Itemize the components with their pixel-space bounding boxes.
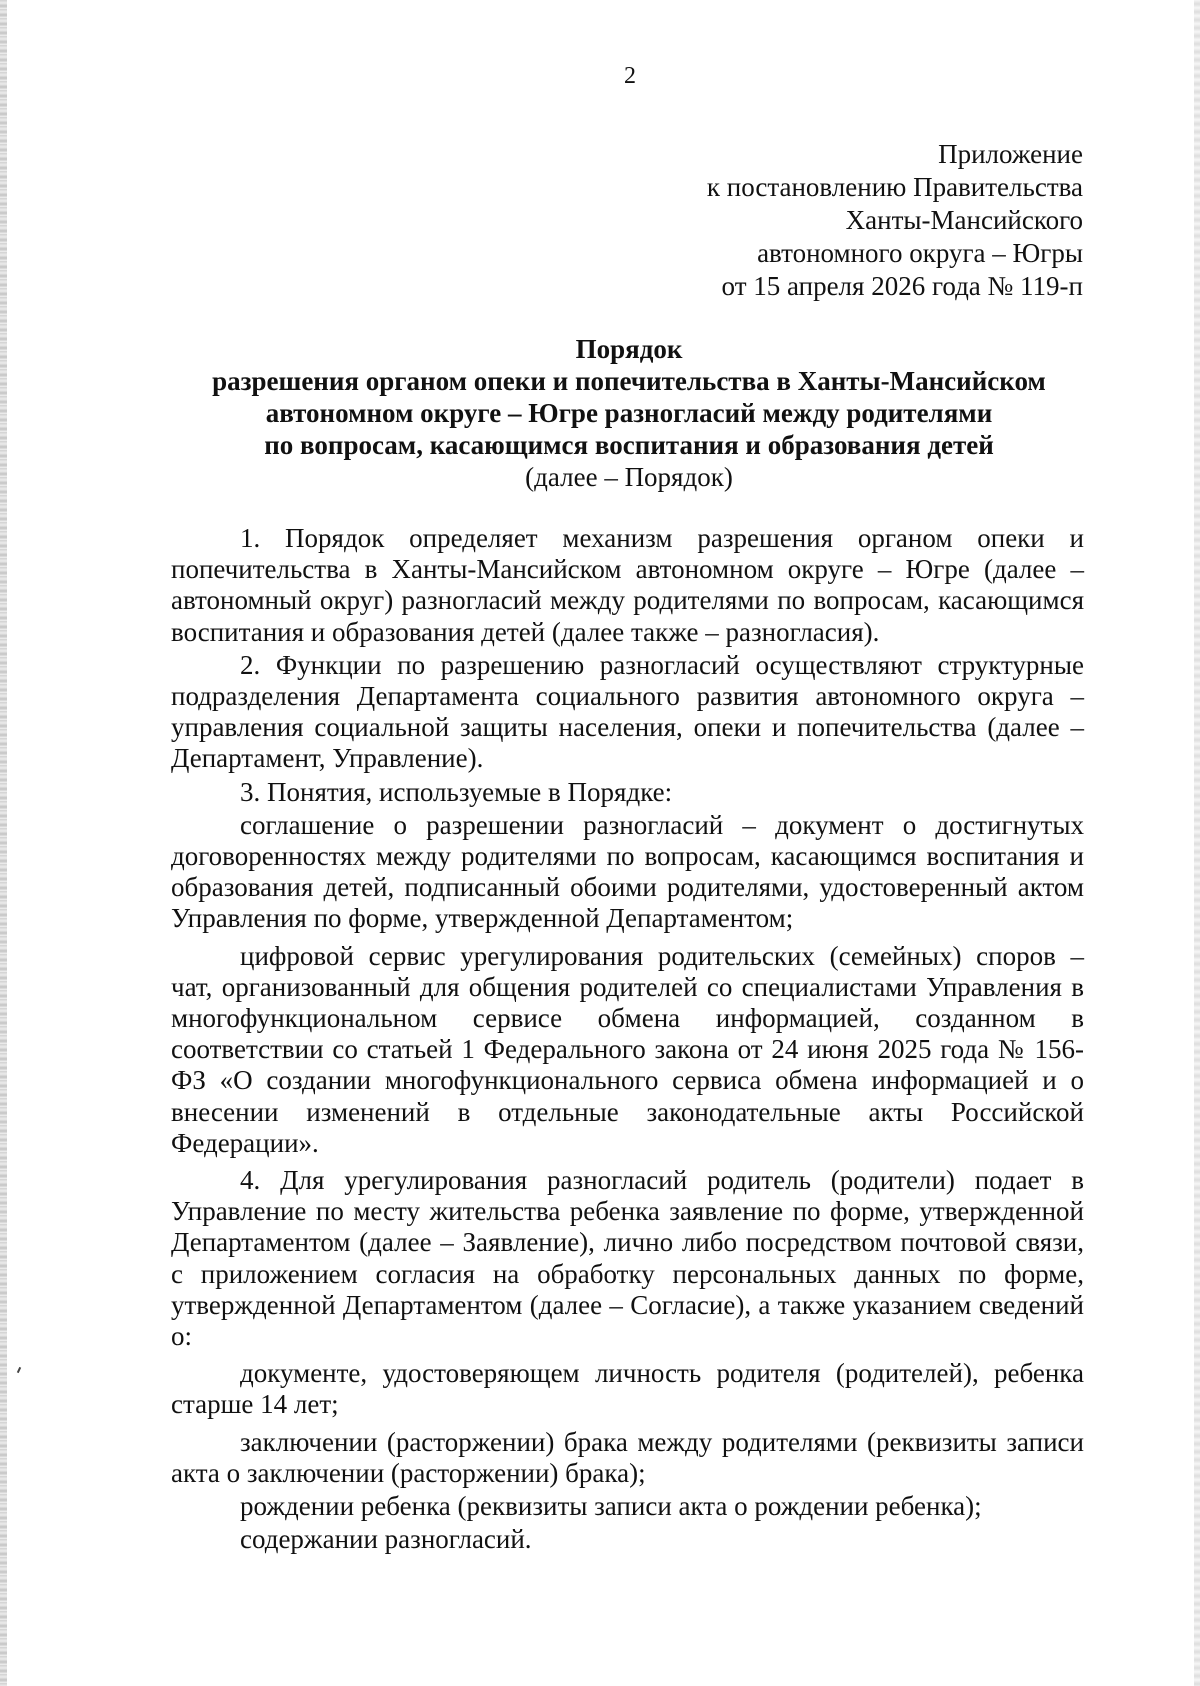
paragraph-1: 1. Порядок определяет механизм разрешения органом опеки и попечительства в Ханты-Мансийском автономном округе – Югре (далее – автономный округ) разногласий между родителями по вопросам, касающимся воспитания и образования детей (далее также – разногласия). xyxy=(171,523,1084,647)
definition-agreement: соглашение о разрешении разногласий – документ о достигнутых договоренностях между родителями по вопросам, касающимся воспитания и образования детей, подписанный обоими родителями, удостоверенный актом Управления по форме, утвержденной Департаментом; xyxy=(171,809,1084,934)
list-item-birth: рождении ребенка (реквизиты записи акта о рождении ребенка); xyxy=(240,1491,982,1522)
annex-line: Приложение xyxy=(938,139,1083,169)
document-title-line: по вопросам, касающимся воспитания и образования детей xyxy=(264,430,994,460)
annex-line: к постановлению Правительства xyxy=(706,172,1083,202)
list-item-marriage: заключении (расторжении) брака между родителями (реквизиты записи акта о заключении (расторжении) брака); xyxy=(171,1426,1084,1488)
scan-edge-right xyxy=(1194,0,1200,1686)
paragraph-4: 4. Для урегулирования разногласий родитель (родители) подает в Управление по месту жительства ребенка заявление по форме, утвержденной Департаментом (далее – Заявление), лично либо посредством почтовой связи, с приложением согласия на обработку персональных данных по форме, утвержденной Департаментом (далее – Согласие), а также указанием сведений о: xyxy=(171,1165,1084,1352)
scan-speck xyxy=(17,1367,21,1373)
document-title-block xyxy=(172,333,1086,493)
paragraph-2: 2. Функции по разрешению разногласий осуществляют структурные подразделения Департамента социального развития автономного округа – управления социальной защиты населения, опеки и попечительства (далее – Департамент, Управление). xyxy=(171,649,1084,774)
document-subtitle: (далее – Порядок) xyxy=(525,462,733,492)
annex-line: от 15 апреля 2026 года № 119-п xyxy=(721,271,1083,301)
list-item-identity-document: документе, удостоверяющем личность родителя (родителей), ребенка старше 14 лет; xyxy=(171,1358,1084,1420)
document-title-line: разрешения органом опеки и попечительства в Ханты-Мансийском xyxy=(212,366,1046,396)
scan-edge-left xyxy=(0,0,7,1686)
paragraph-3: 3. Понятия, используемые в Порядке: xyxy=(240,776,673,807)
list-item-disagreements: содержании разногласий. xyxy=(240,1524,532,1555)
annex-line: автономного округа – Югры xyxy=(757,238,1083,268)
document-body xyxy=(171,523,1084,1556)
annex-block xyxy=(483,138,1083,303)
annex-line: Ханты-Мансийского xyxy=(845,205,1083,235)
document-title-line: автономном округе – Югре разногласий между родителями xyxy=(265,398,993,428)
definition-digital-service: цифровой сервис урегулирования родительских (семейных) споров – чат, организованный для общения родителей со специалистами Управления в многофункциональном сервисе обмена информацией, созданном в соответствии со статьей 1 Федерального закона от 24 июня 2025 года № 156-ФЗ «О создании многофункционального сервиса обмена информацией и о внесении изменений в отдельные законодательные акты Российской Федерации». xyxy=(171,940,1084,1158)
page-number: 2 xyxy=(624,63,636,89)
document-heading: Порядок xyxy=(575,334,683,364)
